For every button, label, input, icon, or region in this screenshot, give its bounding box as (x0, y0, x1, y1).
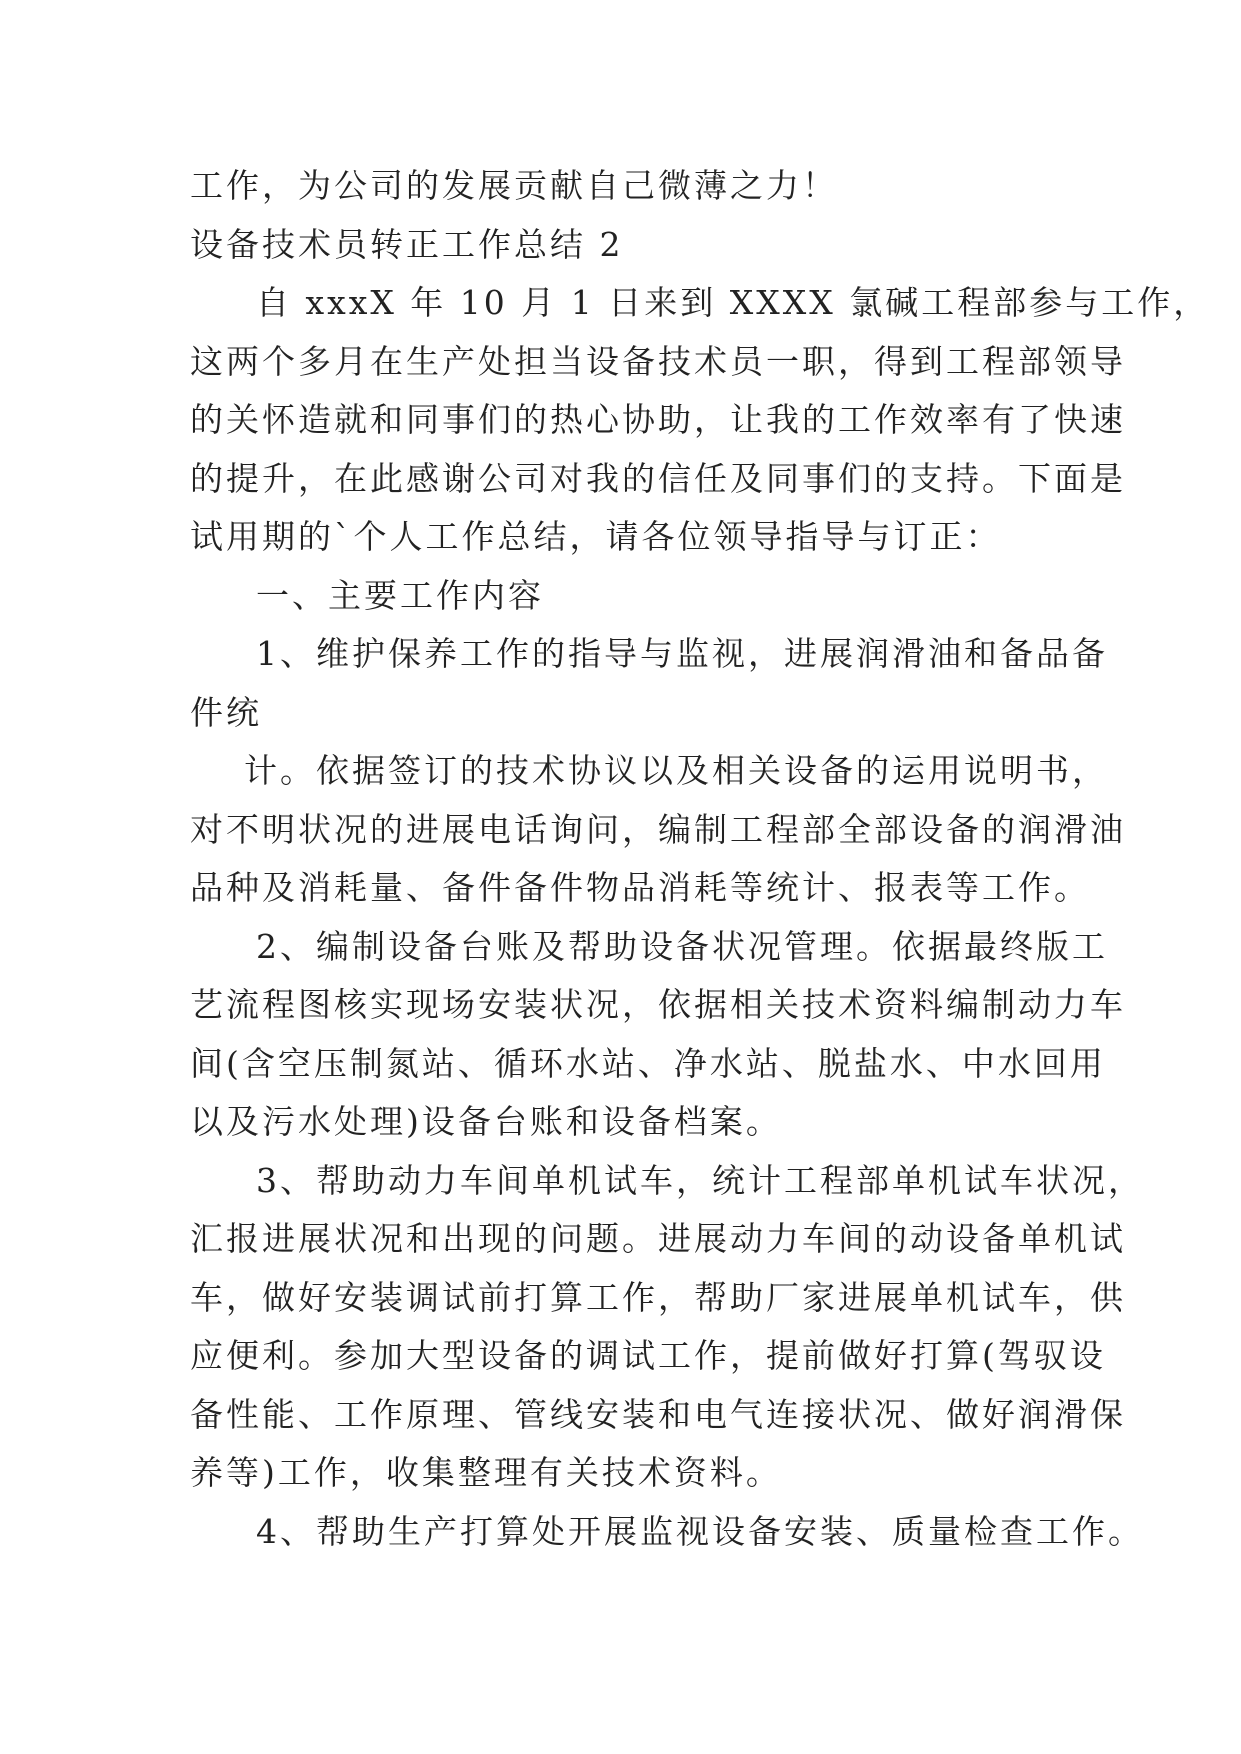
text-line: 件统 (190, 692, 262, 732)
text-line: 间(含空压制氮站、循环水站、净水站、脱盐水、中水回用 (190, 1043, 1106, 1083)
subsection-heading: 一、主要工作内容 (256, 575, 544, 615)
text-line: 对不明状况的进展电话询问，编制工程部全部设备的润滑油 (190, 809, 1126, 849)
text-line: 计。依据签订的技术协议以及相关设备的运用说明书， (244, 751, 1108, 790)
text-line: 3、帮助动力车间单机试车，统计工程部单机试车状况， (256, 1160, 1144, 1200)
text-line: 备性能、工作原理、管线安装和电气连接状况、做好润滑保 (190, 1394, 1126, 1434)
text-line: 的关怀造就和同事们的热心协助，让我的工作效率有了快速 (190, 400, 1126, 439)
text-line: 工作，为公司的发展贡献自己微薄之力！ (190, 166, 838, 205)
document-body (190, 157, 1210, 1561)
text-line: 艺流程图核实现场安装状况，依据相关技术资料编制动力车 (190, 985, 1126, 1024)
text-line: 车，做好安装调试前打算工作，帮助厂家进展单机试车，供 (190, 1277, 1126, 1317)
text-line: 4、帮助生产打算处开展监视设备安装、质量检查工作。 (256, 1511, 1144, 1551)
text-line: 1、维护保养工作的指导与监视，进展润滑油和备品备 (256, 634, 1108, 673)
section-heading: 设备技术员转正工作总结 2 (190, 224, 624, 264)
text-line: 应便利。参加大型设备的调试工作，提前做好打算(驾驭设 (190, 1336, 1106, 1375)
text-line: 汇报进展状况和出现的问题。进展动力车间的动设备单机试 (190, 1219, 1126, 1258)
text-line: 这两个多月在生产处担当设备技术员一职，得到工程部领导 (190, 341, 1126, 381)
text-line: 的提升，在此感谢公司对我的信任及同事们的支持。下面是 (190, 458, 1126, 498)
text-line: 养等)工作，收集整理有关技术资料。 (190, 1453, 782, 1492)
text-line: 试用期的`个人工作总结，请各位领导指导与订正： (190, 517, 1002, 556)
text-line: 2、编制设备台账及帮助设备状况管理。依据最终版工 (256, 926, 1108, 966)
text-line: 品种及消耗量、备件备件物品消耗等统计、报表等工作。 (190, 868, 1090, 907)
text-line: 以及污水处理)设备台账和设备档案。 (190, 1102, 782, 1141)
text-line: 自 xxxX 年 10 月 1 日来到 XXXX 氯碱工程部参与工作， (256, 283, 1210, 322)
